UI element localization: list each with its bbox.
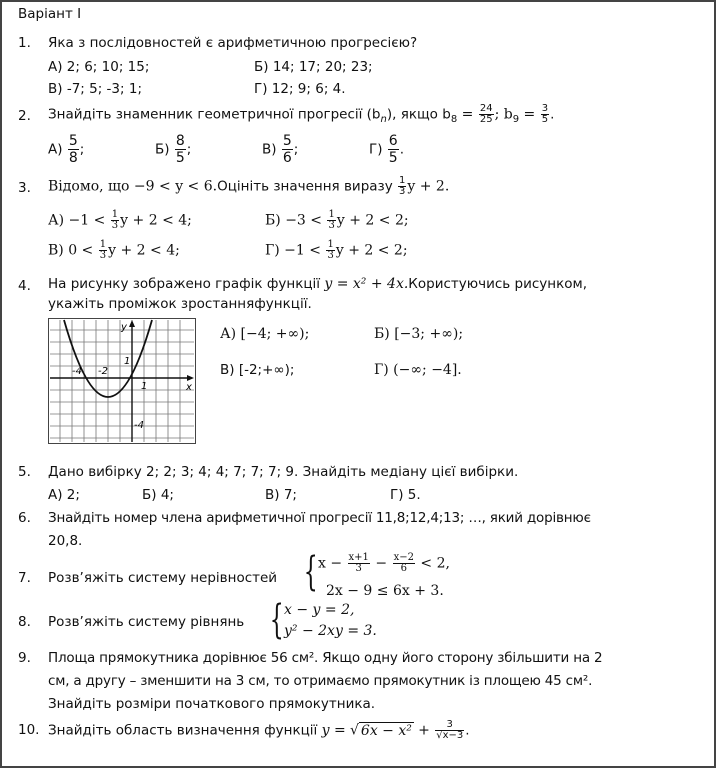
variant-title: Варіант І xyxy=(18,6,82,22)
q6-number: 6. xyxy=(18,510,31,526)
q1-text: Яка з послідовностей є арифметичною прогресією? xyxy=(48,35,418,51)
q5-option-d: Г) 5. xyxy=(390,487,421,503)
q6-text-line2: 20,8. xyxy=(48,533,83,549)
x-label-minus2: -2 xyxy=(98,366,108,377)
q9-text-line2: см, а другу – зменшити на 3 см, то отримаємо прямокутник із площею 45 см². xyxy=(48,673,593,689)
q2-option-b: Б) $\frac{8}{5}$ ; xyxy=(155,133,192,166)
q3-text: Відомо, що −9 < y < 6.Оцініть значення виразу $\frac{1}{3}$ y + 2. xyxy=(48,175,450,197)
q2-number: 2. xyxy=(18,108,31,124)
q1-option-b: Б) 14; 17; 20; 23; xyxy=(254,59,373,75)
q4-number: 4. xyxy=(18,278,31,294)
x-axis-label: x xyxy=(186,382,192,393)
q1-option-c: В) -7; 5; -3; 1; xyxy=(48,81,142,97)
q4-graph xyxy=(48,318,196,444)
q3-option-d: Г) −1 < $\frac{1}{3}$ y + 2 < 2; xyxy=(265,239,408,261)
x-label-minus4: -4 xyxy=(72,366,82,377)
q1-option-a: А) 2; 6; 10; 15; xyxy=(48,59,150,75)
q6-text-line1: Знайдіть номер члена арифметичної прогресії 11,8;12,4;13; …, який дорівнює xyxy=(48,510,591,526)
q9-number: 9. xyxy=(18,650,31,666)
q3-number: 3. xyxy=(18,180,31,196)
q9-text-line3: Знайдіть розміри початкового прямокутника. xyxy=(48,696,376,712)
q5-option-a: А) 2; xyxy=(48,487,80,503)
q8-row2: y² − 2xy = 3. xyxy=(284,623,377,639)
q3-option-a: А) −1 < $\frac{1}{3}$ y + 2 < 4; xyxy=(48,209,192,231)
q7-text: Розв’яжіть систему нерівностей xyxy=(48,570,278,586)
y-label-1: 1 xyxy=(124,356,131,367)
q4-option-d: Г) (−∞; −4]. xyxy=(374,362,462,378)
q8-number: 8. xyxy=(18,614,31,630)
y-axis-label: y xyxy=(121,322,127,333)
q4-text-line2: укажіть проміжок зростанняфункції. xyxy=(48,296,312,312)
q9-text-line1: Площа прямокутника дорівнює 56 см². Якщо одну його сторону збільшити на 2 xyxy=(48,650,603,666)
q4-option-b: Б) [−3; +∞); xyxy=(374,326,464,342)
x-label-1: 1 xyxy=(141,381,148,392)
q8-row1: x − y = 2, xyxy=(284,602,355,618)
q8-text: Розв’яжіть систему рівнянь xyxy=(48,614,245,630)
q2-option-c: В) $\frac{5}{6}$ ; xyxy=(262,133,299,166)
q4-text: На рисунку зображено графік функції y = x² + 4x.Користуючись рисунком, xyxy=(48,276,588,292)
q5-number: 5. xyxy=(18,464,31,480)
q2-option-d: Г) $\frac{6}{5}$ . xyxy=(369,133,405,166)
q5-option-c: В) 7; xyxy=(265,487,297,503)
q10-text: Знайдіть область визначення функції y = √ 6x − x² + $\frac{3}{√x-3}$ . xyxy=(48,719,470,741)
q8-brace: { xyxy=(269,597,284,643)
q1-option-d: Г) 12; 9; 6; 4. xyxy=(254,81,346,97)
q3-option-b: Б) −3 < $\frac{1}{3}$ y + 2 < 2; xyxy=(265,209,409,231)
y-label-minus4: -4 xyxy=(134,420,144,431)
q7-number: 7. xyxy=(18,570,31,586)
q4-option-a: А) [−4; +∞); xyxy=(220,326,310,342)
q7-brace: { xyxy=(303,549,318,595)
q5-text: Дано вибірку 2; 2; 3; 4; 4; 7; 7; 7; 9. Знайдіть медіану цієї вибірки. xyxy=(48,464,519,480)
q2-text: Знайдіть знаменник геометричної прогресії $(b_n)$, якщо $b_8$ = $\frac{24}{25}$ ; $b_9$ = $\frac{3}{5}$ . xyxy=(48,103,555,126)
q5-option-b: Б) 4; xyxy=(142,487,174,503)
q10-number: 10. xyxy=(18,722,40,738)
q1-number: 1. xyxy=(18,35,31,51)
q3-option-c: В) 0 < $\frac{1}{3}$ y + 2 < 4; xyxy=(48,239,180,261)
q4-option-c: В) [-2;+∞); xyxy=(220,362,295,378)
q7-row2: 2x − 9 ≤ 6x + 3. xyxy=(326,583,444,599)
q2-option-a: А) $\frac{5}{8}$ ; xyxy=(48,133,85,166)
q7-row1: x − $\frac{x+1}{3}$ − $\frac{x-2}{6}$ < 2, xyxy=(318,552,450,574)
